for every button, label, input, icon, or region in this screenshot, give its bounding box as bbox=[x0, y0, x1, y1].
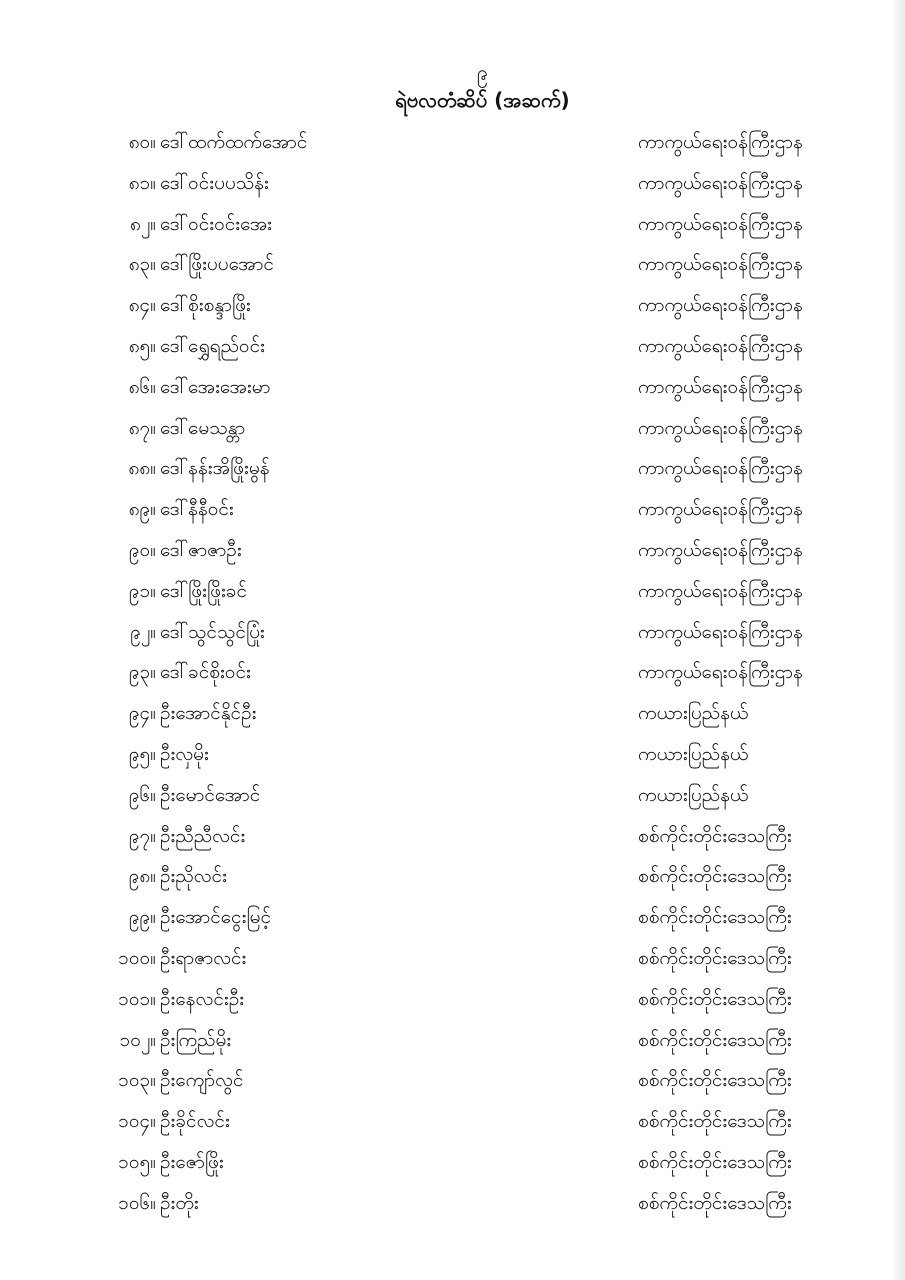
entry-name: ဒေါ်သွင်သွင်ပြုံး bbox=[160, 620, 265, 643]
entry-region: ကာကွယ်ရေးဝန်ကြီးဌာန bbox=[638, 171, 803, 194]
entry-region: စစ်ကိုင်းတိုင်းဒေသကြီး bbox=[638, 906, 792, 929]
list-item bbox=[0, 897, 905, 938]
list-item bbox=[0, 163, 905, 204]
entry-number: ၁၀၀။ bbox=[118, 946, 156, 969]
entry-region: ကယားပြည်နယ် bbox=[638, 702, 749, 725]
entry-region: ကာကွယ်ရေးဝန်ကြီးဌာန bbox=[638, 498, 803, 521]
entry-region: စစ်ကိုင်းတိုင်းဒေသကြီး bbox=[638, 1069, 792, 1092]
entry-name: ဦးအောင်ငွေးမြင့် bbox=[160, 906, 271, 929]
entry-name: ဦးလှမိုး bbox=[160, 742, 209, 765]
list-item bbox=[0, 122, 905, 163]
entry-number: ၉၄။ bbox=[128, 702, 156, 725]
entry-number: ၈၅။ bbox=[128, 334, 156, 357]
entry-number: ၈၆။ bbox=[128, 375, 156, 398]
list-item bbox=[0, 326, 905, 367]
entry-number: ၈၀။ bbox=[128, 131, 156, 153]
list-item bbox=[0, 775, 905, 816]
entry-name: ဦးကျော်လွင် bbox=[160, 1069, 244, 1092]
entry-number: ၉၅။ bbox=[128, 742, 156, 765]
list-item bbox=[0, 1101, 905, 1142]
entry-number: ၁၀၅။ bbox=[118, 1150, 156, 1173]
entry-name: ဦးခိုင်လင်း bbox=[160, 1110, 230, 1133]
list-item bbox=[0, 204, 905, 245]
entry-region: စစ်ကိုင်းတိုင်းဒေသကြီး bbox=[638, 1028, 792, 1051]
entry-name: ဦးညီညီလင်း bbox=[160, 824, 246, 847]
entry-region: ကာကွယ်ရေးဝန်ကြီးဌာန bbox=[638, 253, 803, 276]
entry-region: စစ်ကိုင်းတိုင်းဒေသကြီး bbox=[638, 865, 792, 888]
list-item bbox=[0, 1142, 905, 1183]
entry-number: ၉၃။ bbox=[128, 661, 156, 684]
entry-name: ဒေါ်မေသန္တာ bbox=[160, 416, 246, 439]
list-item bbox=[0, 734, 905, 775]
entry-region: ကာကွယ်ရေးဝန်ကြီးဌာန bbox=[638, 416, 803, 439]
entry-number: ၉၈။ bbox=[128, 865, 156, 888]
entry-number: ၉၁။ bbox=[128, 579, 156, 602]
entry-region: ကယားပြည်နယ် bbox=[638, 783, 749, 806]
list-item bbox=[0, 693, 905, 734]
entry-number: ၈၉။ bbox=[128, 498, 156, 521]
entry-region: စစ်ကိုင်းတိုင်းဒေသကြီး bbox=[638, 1150, 792, 1173]
list-item bbox=[0, 652, 905, 693]
entry-region: ကာကွယ်ရေးဝန်ကြီးဌာန bbox=[638, 538, 803, 561]
entry-name: ဒေါ်နီနီဝင်း bbox=[160, 498, 234, 521]
entry-region: ကာကွယ်ရေးဝန်ကြီးဌာန bbox=[638, 620, 803, 643]
list-item bbox=[0, 244, 905, 285]
entry-name: ဒေါ်နန်းအိဖြိုးမွန် bbox=[160, 457, 270, 480]
list-item bbox=[0, 856, 905, 897]
entry-region: ကာကွယ်ရေးဝန်ကြီးဌာန bbox=[638, 375, 803, 398]
entry-number: ၁၀၂။ bbox=[119, 1028, 156, 1051]
entry-name: ဒေါ်ဖြိုးဖြိုးခင် bbox=[160, 579, 248, 602]
entry-region: ကာကွယ်ရေးဝန်ကြီးဌာန bbox=[638, 131, 803, 153]
entry-number: ၁၀၃။ bbox=[118, 1069, 156, 1092]
entry-name: ဦးကြည်မိုး bbox=[160, 1028, 232, 1051]
entry-name: ဒေါ်ဇာဇာဦး bbox=[160, 538, 242, 561]
entry-name: ဒေါ်ဝင်းပပသိန်း bbox=[160, 171, 269, 194]
list-item bbox=[0, 489, 905, 530]
entry-number: ၈၇။ bbox=[128, 416, 156, 439]
entry-name: ဒေါ်ခင်စိုးဝင်း bbox=[160, 661, 251, 684]
entry-region: စစ်ကိုင်းတိုင်းဒေသကြီး bbox=[638, 1110, 792, 1133]
entry-number: ၉၆။ bbox=[128, 783, 156, 806]
entry-name: ဒေါ်ရွှေရည်ဝင်း bbox=[160, 334, 265, 357]
list-item bbox=[0, 1020, 905, 1061]
list-item bbox=[0, 367, 905, 408]
entry-region: ကာကွယ်ရေးဝန်ကြီးဌာန bbox=[638, 457, 803, 480]
entry-number: ၉၇။ bbox=[128, 824, 156, 847]
entry-region: စစ်ကိုင်းတိုင်းဒေသကြီး bbox=[638, 824, 792, 847]
entry-number: ၈၄။ bbox=[128, 294, 156, 317]
entry-region: စစ်ကိုင်းတိုင်းဒေသကြီး bbox=[638, 946, 792, 969]
list-item bbox=[0, 1060, 905, 1101]
list-item bbox=[0, 979, 905, 1020]
entry-region: စစ်ကိုင်းတိုင်းဒေသကြီး bbox=[638, 1191, 792, 1214]
list-item bbox=[0, 448, 905, 489]
entry-name: ဒေါ်ထက်ထက်အောင် bbox=[160, 131, 308, 153]
entry-number: ၈၂။ bbox=[130, 212, 156, 235]
list-item bbox=[0, 408, 905, 449]
entry-number: ၁၀၄။ bbox=[118, 1110, 156, 1133]
entry-region: ကာကွယ်ရေးဝန်ကြီးဌာန bbox=[638, 212, 803, 235]
entry-name: ဒေါ်စိုးစန္ဒာဖြိုး bbox=[160, 294, 251, 317]
entry-number: ၁၀၁။ bbox=[118, 987, 156, 1010]
page-heading: ရဲဗလတံဆိပ် (အဆက်) bbox=[395, 88, 570, 112]
entry-number: ၈၃။ bbox=[128, 253, 156, 276]
entry-number: ၉၉။ bbox=[128, 906, 156, 929]
entry-number: ၈၈။ bbox=[128, 457, 156, 480]
list-item bbox=[0, 285, 905, 326]
entry-name: ဦးနေလင်းဦး bbox=[160, 987, 245, 1010]
entry-number: ၉၀။ bbox=[128, 538, 156, 561]
entry-name: ဒေါ်ဖြိုးပပအောင် bbox=[160, 253, 274, 276]
entry-name: ဦးရာဇာလင်း bbox=[160, 946, 247, 969]
list-item bbox=[0, 1183, 905, 1224]
entry-region: ကယားပြည်နယ် bbox=[638, 742, 749, 765]
entry-name: ဦးတိုး bbox=[160, 1191, 199, 1214]
entry-name: ဦးဇော်ဖြိုး bbox=[160, 1150, 224, 1173]
list-item bbox=[0, 530, 905, 571]
entry-number: ၈၁။ bbox=[128, 171, 156, 194]
entry-region: ကာကွယ်ရေးဝန်ကြီးဌာန bbox=[638, 579, 803, 602]
entry-region: ကာကွယ်ရေးဝန်ကြီးဌာန bbox=[638, 334, 803, 357]
entry-region: ကာကွယ်ရေးဝန်ကြီးဌာန bbox=[638, 294, 803, 317]
entry-region: ကာကွယ်ရေးဝန်ကြီးဌာန bbox=[638, 661, 803, 684]
entry-name: ဦးအောင်နိုင်ဦး bbox=[160, 702, 257, 725]
entry-name: ဒေါ်ဝင်းဝင်းအေး bbox=[160, 212, 272, 235]
entry-region: စစ်ကိုင်းတိုင်းဒေသကြီး bbox=[638, 987, 792, 1010]
entry-number: ၁၀၆။ bbox=[118, 1191, 156, 1214]
list-item bbox=[0, 571, 905, 612]
page-number: ၉ bbox=[476, 60, 489, 84]
entry-name: ဒေါ်အေးအေးမာ bbox=[160, 375, 271, 398]
list-item bbox=[0, 612, 905, 653]
entry-name: ဦးမောင်အောင် bbox=[160, 783, 261, 806]
entry-name: ဦးညိုလင်း bbox=[160, 865, 227, 888]
award-recipient-list bbox=[0, 122, 905, 1224]
entry-number: ၉၂။ bbox=[130, 620, 156, 643]
list-item bbox=[0, 816, 905, 857]
list-item bbox=[0, 938, 905, 979]
